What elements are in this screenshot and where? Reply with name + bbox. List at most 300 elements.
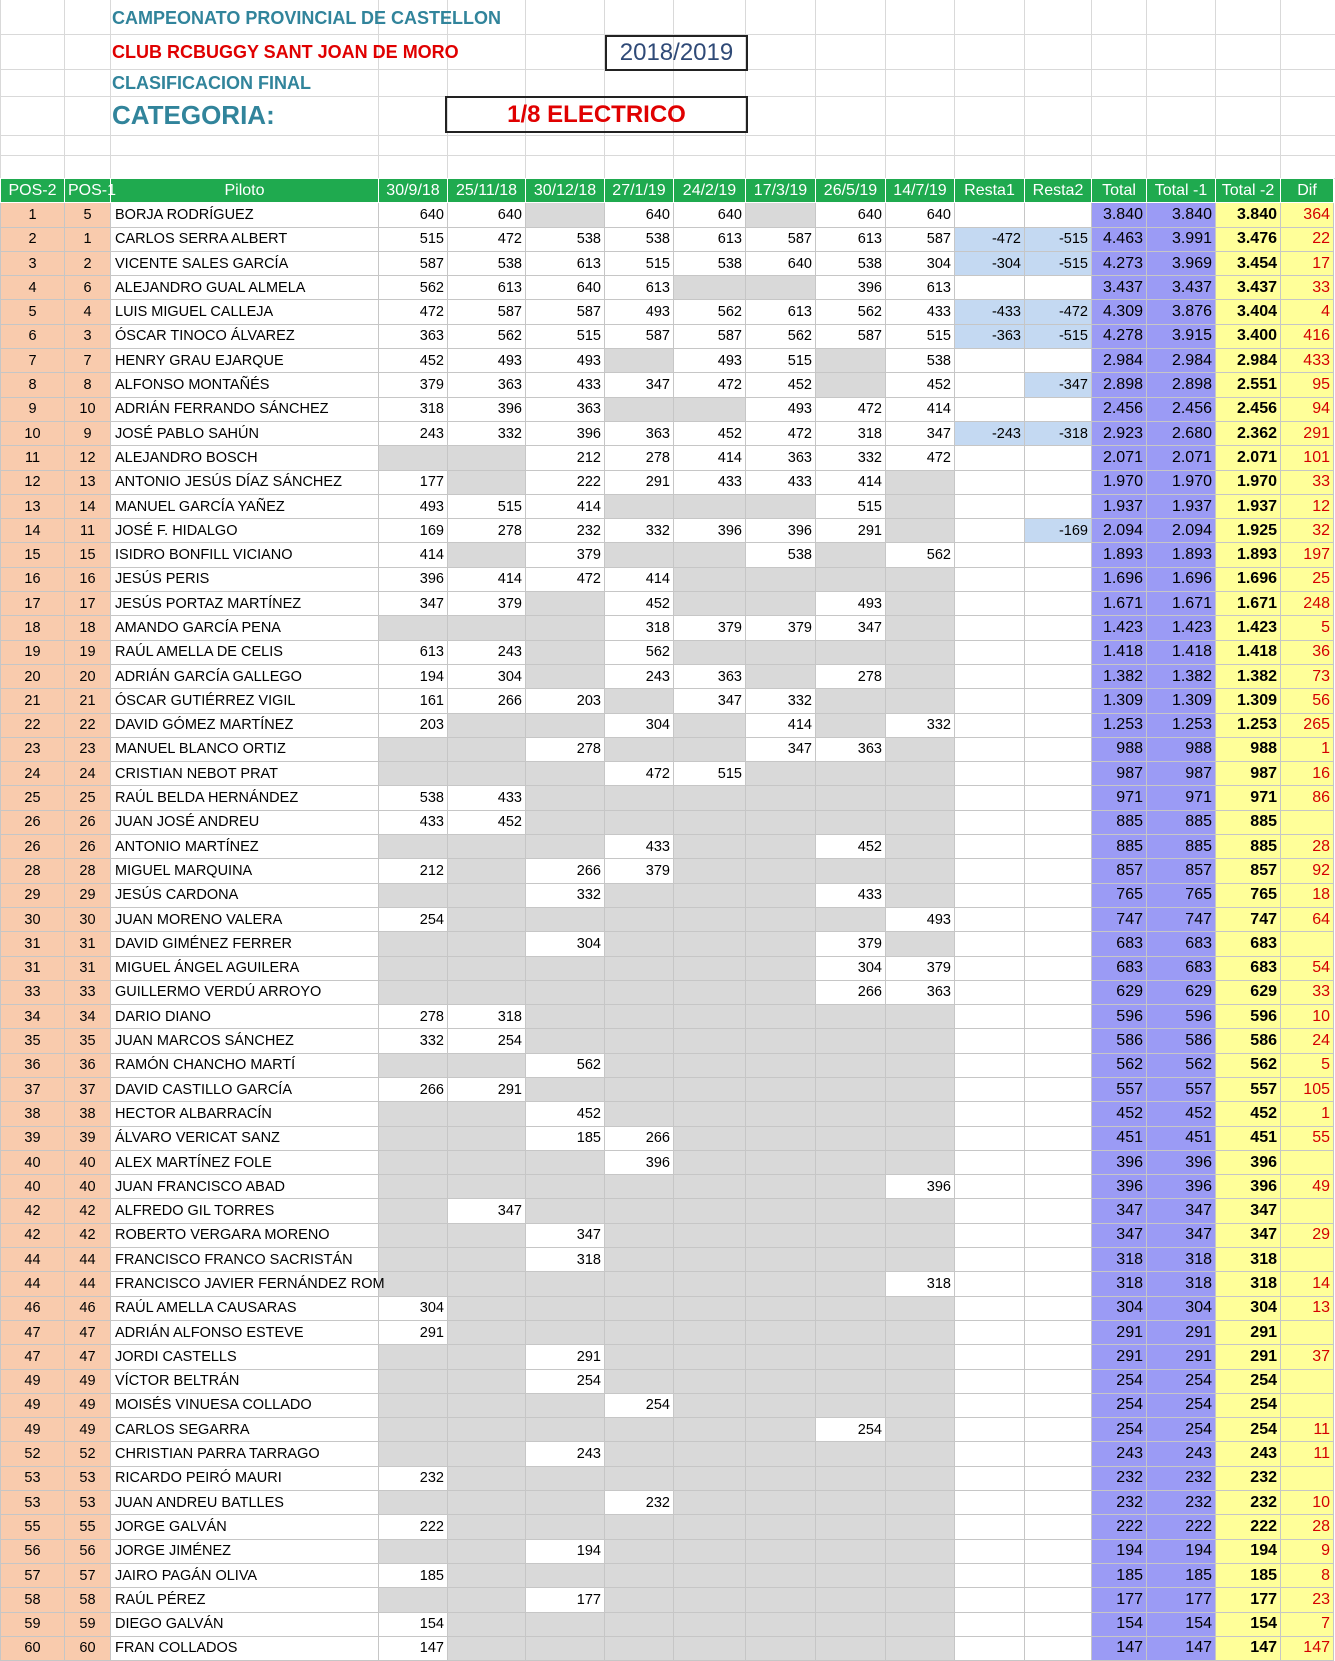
discard-cell[interactable]: [955, 835, 1025, 859]
total-cell[interactable]: 3.840: [1147, 203, 1216, 227]
diff-cell[interactable]: [1281, 1320, 1334, 1344]
race-score-cell[interactable]: 472: [746, 421, 816, 445]
total-2-cell[interactable]: 243: [1216, 1442, 1281, 1466]
diff-cell[interactable]: 1: [1281, 1102, 1334, 1126]
diff-cell[interactable]: 265: [1281, 713, 1334, 737]
pos2-cell[interactable]: 46: [1, 1296, 65, 1320]
pos1-cell[interactable]: 58: [65, 1588, 111, 1612]
race-score-cell[interactable]: 169: [379, 519, 448, 543]
discard-cell[interactable]: -169: [1025, 519, 1092, 543]
discard-cell[interactable]: [955, 1053, 1025, 1077]
pilot-name-cell[interactable]: LUIS MIGUEL CALLEJA: [111, 300, 379, 324]
diff-cell[interactable]: 11: [1281, 1418, 1334, 1442]
total-cell[interactable]: 2.071: [1147, 446, 1216, 470]
pilot-name-cell[interactable]: MANUEL BLANCO ORTIZ: [111, 737, 379, 761]
pilot-name-cell[interactable]: ÁLVARO VERICAT SANZ: [111, 1126, 379, 1150]
race-score-cell[interactable]: [746, 1636, 816, 1660]
race-score-cell[interactable]: 396: [746, 519, 816, 543]
discard-cell[interactable]: [955, 883, 1025, 907]
pos1-cell[interactable]: 60: [65, 1636, 111, 1660]
pilot-name-cell[interactable]: RAMÓN CHANCHO MARTÍ: [111, 1053, 379, 1077]
pos1-cell[interactable]: 42: [65, 1223, 111, 1247]
race-score-cell[interactable]: 379: [448, 592, 526, 616]
diff-cell[interactable]: 24: [1281, 1029, 1334, 1053]
race-score-cell[interactable]: [526, 1418, 605, 1442]
race-score-cell[interactable]: 452: [526, 1102, 605, 1126]
total-2-cell[interactable]: 1.696: [1216, 567, 1281, 591]
race-score-cell[interactable]: [448, 762, 526, 786]
race-score-cell[interactable]: 396: [379, 567, 448, 591]
pos1-cell[interactable]: 19: [65, 640, 111, 664]
total-cell[interactable]: 2.923: [1092, 421, 1147, 445]
total-cell[interactable]: 254: [1092, 1369, 1147, 1393]
pos2-cell[interactable]: 38: [1, 1102, 65, 1126]
column-header[interactable]: 26/5/19: [816, 179, 886, 203]
diff-cell[interactable]: 9: [1281, 1539, 1334, 1563]
pos2-cell[interactable]: 49: [1, 1393, 65, 1417]
race-score-cell[interactable]: [448, 1272, 526, 1296]
race-score-cell[interactable]: [746, 1491, 816, 1515]
race-score-cell[interactable]: [886, 1369, 955, 1393]
pos2-cell[interactable]: 10: [1, 421, 65, 445]
race-score-cell[interactable]: [886, 737, 955, 761]
pos2-cell[interactable]: 35: [1, 1029, 65, 1053]
race-score-cell[interactable]: 232: [379, 1466, 448, 1490]
pilot-name-cell[interactable]: CARLOS SEGARRA: [111, 1418, 379, 1442]
total-cell[interactable]: 1.309: [1092, 689, 1147, 713]
total-2-cell[interactable]: 885: [1216, 810, 1281, 834]
pos1-cell[interactable]: 53: [65, 1466, 111, 1490]
discard-cell[interactable]: [955, 956, 1025, 980]
race-score-cell[interactable]: [746, 1199, 816, 1223]
race-score-cell[interactable]: 433: [605, 835, 674, 859]
pilot-name-cell[interactable]: JORGE JIMÉNEZ: [111, 1539, 379, 1563]
total-cell[interactable]: 185: [1147, 1563, 1216, 1587]
race-score-cell[interactable]: 332: [526, 883, 605, 907]
total-cell[interactable]: 1.671: [1092, 592, 1147, 616]
race-score-cell[interactable]: [746, 1612, 816, 1636]
race-score-cell[interactable]: 232: [526, 519, 605, 543]
race-score-cell[interactable]: [674, 1029, 746, 1053]
race-score-cell[interactable]: [746, 883, 816, 907]
race-score-cell[interactable]: 222: [526, 470, 605, 494]
race-score-cell[interactable]: [674, 1393, 746, 1417]
total-2-cell[interactable]: 1.893: [1216, 543, 1281, 567]
total-2-cell[interactable]: 3.454: [1216, 251, 1281, 275]
diff-cell[interactable]: [1281, 1248, 1334, 1272]
total-cell[interactable]: 988: [1092, 737, 1147, 761]
race-score-cell[interactable]: [448, 1442, 526, 1466]
race-score-cell[interactable]: 433: [526, 373, 605, 397]
column-header[interactable]: Total: [1092, 179, 1147, 203]
diff-cell[interactable]: 13: [1281, 1296, 1334, 1320]
race-score-cell[interactable]: 587: [674, 324, 746, 348]
total-2-cell[interactable]: 765: [1216, 883, 1281, 907]
column-header[interactable]: Resta1: [955, 179, 1025, 203]
total-2-cell[interactable]: 747: [1216, 907, 1281, 931]
race-score-cell[interactable]: [746, 1077, 816, 1101]
diff-cell[interactable]: [1281, 810, 1334, 834]
race-score-cell[interactable]: 562: [448, 324, 526, 348]
race-score-cell[interactable]: 562: [379, 276, 448, 300]
race-score-cell[interactable]: 515: [605, 251, 674, 275]
discard-cell[interactable]: [955, 1563, 1025, 1587]
race-score-cell[interactable]: [816, 640, 886, 664]
race-score-cell[interactable]: [746, 592, 816, 616]
discard-cell[interactable]: [1025, 1126, 1092, 1150]
race-score-cell[interactable]: [886, 616, 955, 640]
diff-cell[interactable]: 197: [1281, 543, 1334, 567]
race-score-cell[interactable]: 363: [746, 446, 816, 470]
total-cell[interactable]: 3.991: [1147, 227, 1216, 251]
race-score-cell[interactable]: 379: [746, 616, 816, 640]
race-score-cell[interactable]: [746, 1588, 816, 1612]
pos1-cell[interactable]: 37: [65, 1077, 111, 1101]
race-score-cell[interactable]: [674, 494, 746, 518]
total-cell[interactable]: 857: [1147, 859, 1216, 883]
total-2-cell[interactable]: 1.418: [1216, 640, 1281, 664]
race-score-cell[interactable]: 414: [816, 470, 886, 494]
race-score-cell[interactable]: [746, 1005, 816, 1029]
race-score-cell[interactable]: [886, 859, 955, 883]
race-score-cell[interactable]: [746, 956, 816, 980]
race-score-cell[interactable]: [886, 786, 955, 810]
race-score-cell[interactable]: [886, 1442, 955, 1466]
race-score-cell[interactable]: [605, 1636, 674, 1660]
total-cell[interactable]: 885: [1092, 835, 1147, 859]
discard-cell[interactable]: [1025, 1466, 1092, 1490]
race-score-cell[interactable]: 613: [605, 276, 674, 300]
total-2-cell[interactable]: 452: [1216, 1102, 1281, 1126]
total-cell[interactable]: 1.418: [1147, 640, 1216, 664]
race-score-cell[interactable]: [816, 762, 886, 786]
diff-cell[interactable]: 32: [1281, 519, 1334, 543]
race-score-cell[interactable]: 515: [448, 494, 526, 518]
race-score-cell[interactable]: 640: [605, 203, 674, 227]
race-score-cell[interactable]: [605, 1612, 674, 1636]
race-score-cell[interactable]: [605, 1369, 674, 1393]
total-cell[interactable]: 857: [1092, 859, 1147, 883]
race-score-cell[interactable]: [886, 519, 955, 543]
total-cell[interactable]: 2.984: [1147, 349, 1216, 373]
race-score-cell[interactable]: [526, 1320, 605, 1344]
discard-cell[interactable]: [955, 664, 1025, 688]
total-cell[interactable]: 596: [1092, 1005, 1147, 1029]
race-score-cell[interactable]: 515: [526, 324, 605, 348]
pos1-cell[interactable]: 47: [65, 1320, 111, 1344]
race-score-cell[interactable]: [448, 859, 526, 883]
race-score-cell[interactable]: 472: [448, 227, 526, 251]
race-score-cell[interactable]: [746, 1053, 816, 1077]
discard-cell[interactable]: [1025, 494, 1092, 518]
pos1-cell[interactable]: 31: [65, 932, 111, 956]
total-2-cell[interactable]: 1.970: [1216, 470, 1281, 494]
discard-cell[interactable]: [1025, 1369, 1092, 1393]
total-cell[interactable]: 451: [1147, 1126, 1216, 1150]
total-cell[interactable]: 177: [1092, 1588, 1147, 1612]
pos1-cell[interactable]: 44: [65, 1272, 111, 1296]
total-2-cell[interactable]: 562: [1216, 1053, 1281, 1077]
race-score-cell[interactable]: 613: [746, 300, 816, 324]
race-score-cell[interactable]: [816, 1491, 886, 1515]
race-score-cell[interactable]: [605, 1223, 674, 1247]
pos1-cell[interactable]: 26: [65, 835, 111, 859]
race-score-cell[interactable]: [746, 640, 816, 664]
total-cell[interactable]: 2.456: [1147, 397, 1216, 421]
discard-cell[interactable]: [955, 1005, 1025, 1029]
race-score-cell[interactable]: 515: [746, 349, 816, 373]
race-score-cell[interactable]: [886, 1150, 955, 1174]
pos2-cell[interactable]: 19: [1, 640, 65, 664]
pos2-cell[interactable]: 56: [1, 1539, 65, 1563]
discard-cell[interactable]: [1025, 1296, 1092, 1320]
total-2-cell[interactable]: 3.840: [1216, 203, 1281, 227]
discard-cell[interactable]: [1025, 883, 1092, 907]
race-score-cell[interactable]: 332: [379, 1029, 448, 1053]
race-score-cell[interactable]: [379, 616, 448, 640]
total-cell[interactable]: 988: [1147, 737, 1216, 761]
race-score-cell[interactable]: [674, 1539, 746, 1563]
race-score-cell[interactable]: 414: [886, 397, 955, 421]
race-score-cell[interactable]: [605, 1442, 674, 1466]
discard-cell[interactable]: [955, 640, 1025, 664]
race-score-cell[interactable]: [674, 1005, 746, 1029]
pos1-cell[interactable]: 5: [65, 203, 111, 227]
pos1-cell[interactable]: 55: [65, 1515, 111, 1539]
race-score-cell[interactable]: [605, 1515, 674, 1539]
race-score-cell[interactable]: 640: [448, 203, 526, 227]
race-score-cell[interactable]: [605, 1175, 674, 1199]
discard-cell[interactable]: [1025, 713, 1092, 737]
total-cell[interactable]: 683: [1147, 956, 1216, 980]
pilot-name-cell[interactable]: RAÚL BELDA HERNÁNDEZ: [111, 786, 379, 810]
race-score-cell[interactable]: 562: [605, 640, 674, 664]
pos2-cell[interactable]: 25: [1, 786, 65, 810]
pilot-name-cell[interactable]: DARIO DIANO: [111, 1005, 379, 1029]
race-score-cell[interactable]: [816, 1612, 886, 1636]
race-score-cell[interactable]: [605, 1563, 674, 1587]
discard-cell[interactable]: [955, 494, 1025, 518]
total-cell[interactable]: 3.437: [1147, 276, 1216, 300]
race-score-cell[interactable]: [605, 1466, 674, 1490]
pilot-name-cell[interactable]: VICENTE SALES GARCÍA: [111, 251, 379, 275]
diff-cell[interactable]: [1281, 1199, 1334, 1223]
race-score-cell[interactable]: [526, 1393, 605, 1417]
total-cell[interactable]: 147: [1147, 1636, 1216, 1660]
pilot-name-cell[interactable]: ALEJANDRO GUAL ALMELA: [111, 276, 379, 300]
total-cell[interactable]: 194: [1147, 1539, 1216, 1563]
race-score-cell[interactable]: 472: [379, 300, 448, 324]
race-score-cell[interactable]: [674, 1491, 746, 1515]
race-score-cell[interactable]: 304: [816, 956, 886, 980]
race-score-cell[interactable]: 304: [605, 713, 674, 737]
race-score-cell[interactable]: 147: [379, 1636, 448, 1660]
race-score-cell[interactable]: [674, 1369, 746, 1393]
total-cell[interactable]: 396: [1092, 1150, 1147, 1174]
race-score-cell[interactable]: [674, 1077, 746, 1101]
race-score-cell[interactable]: [746, 1029, 816, 1053]
race-score-cell[interactable]: 379: [674, 616, 746, 640]
column-header[interactable]: 25/11/18: [448, 179, 526, 203]
race-score-cell[interactable]: 562: [746, 324, 816, 348]
race-score-cell[interactable]: [886, 1588, 955, 1612]
race-score-cell[interactable]: 278: [605, 446, 674, 470]
race-score-cell[interactable]: [746, 276, 816, 300]
race-score-cell[interactable]: [746, 494, 816, 518]
race-score-cell[interactable]: 291: [816, 519, 886, 543]
discard-cell[interactable]: [1025, 446, 1092, 470]
column-header[interactable]: Resta2: [1025, 179, 1092, 203]
race-score-cell[interactable]: [526, 1491, 605, 1515]
race-score-cell[interactable]: [886, 1393, 955, 1417]
pos2-cell[interactable]: 20: [1, 664, 65, 688]
column-header[interactable]: POS-1: [65, 179, 111, 203]
diff-cell[interactable]: 23: [1281, 1588, 1334, 1612]
discard-cell[interactable]: [955, 1442, 1025, 1466]
race-score-cell[interactable]: [816, 1272, 886, 1296]
race-score-cell[interactable]: 452: [746, 373, 816, 397]
pos2-cell[interactable]: 36: [1, 1053, 65, 1077]
total-2-cell[interactable]: 683: [1216, 956, 1281, 980]
race-score-cell[interactable]: 640: [746, 251, 816, 275]
race-score-cell[interactable]: [605, 1005, 674, 1029]
diff-cell[interactable]: 11: [1281, 1442, 1334, 1466]
discard-cell[interactable]: [955, 1102, 1025, 1126]
total-cell[interactable]: 452: [1147, 1102, 1216, 1126]
total-cell[interactable]: 596: [1147, 1005, 1216, 1029]
race-score-cell[interactable]: [816, 1563, 886, 1587]
pos1-cell[interactable]: 26: [65, 810, 111, 834]
total-2-cell[interactable]: 2.551: [1216, 373, 1281, 397]
race-score-cell[interactable]: [674, 397, 746, 421]
pos2-cell[interactable]: 33: [1, 980, 65, 1004]
race-score-cell[interactable]: [526, 907, 605, 931]
race-score-cell[interactable]: [674, 567, 746, 591]
race-score-cell[interactable]: 318: [886, 1272, 955, 1296]
race-score-cell[interactable]: 194: [526, 1539, 605, 1563]
diff-cell[interactable]: 22: [1281, 227, 1334, 251]
pos1-cell[interactable]: 8: [65, 373, 111, 397]
total-2-cell[interactable]: 232: [1216, 1466, 1281, 1490]
race-score-cell[interactable]: [746, 1102, 816, 1126]
race-score-cell[interactable]: [605, 932, 674, 956]
diff-cell[interactable]: 33: [1281, 276, 1334, 300]
race-score-cell[interactable]: [886, 1491, 955, 1515]
pos2-cell[interactable]: 13: [1, 494, 65, 518]
total-cell[interactable]: 1.423: [1092, 616, 1147, 640]
race-score-cell[interactable]: [379, 1199, 448, 1223]
total-cell[interactable]: 1.970: [1092, 470, 1147, 494]
discard-cell[interactable]: [955, 470, 1025, 494]
discard-cell[interactable]: [1025, 1491, 1092, 1515]
discard-cell[interactable]: [1025, 762, 1092, 786]
pos1-cell[interactable]: 33: [65, 980, 111, 1004]
total-2-cell[interactable]: 254: [1216, 1369, 1281, 1393]
race-score-cell[interactable]: [746, 1515, 816, 1539]
race-score-cell[interactable]: [526, 1029, 605, 1053]
pos1-cell[interactable]: 31: [65, 956, 111, 980]
race-score-cell[interactable]: 640: [886, 203, 955, 227]
total-2-cell[interactable]: 2.456: [1216, 397, 1281, 421]
total-cell[interactable]: 291: [1147, 1320, 1216, 1344]
pos2-cell[interactable]: 24: [1, 762, 65, 786]
total-cell[interactable]: 885: [1147, 835, 1216, 859]
discard-cell[interactable]: [1025, 1102, 1092, 1126]
race-score-cell[interactable]: 278: [816, 664, 886, 688]
race-score-cell[interactable]: [526, 1175, 605, 1199]
race-score-cell[interactable]: 452: [605, 592, 674, 616]
discard-cell[interactable]: [1025, 1272, 1092, 1296]
race-score-cell[interactable]: 493: [605, 300, 674, 324]
race-score-cell[interactable]: [526, 1296, 605, 1320]
total-cell[interactable]: 1.893: [1092, 543, 1147, 567]
race-score-cell[interactable]: 318: [816, 421, 886, 445]
total-cell[interactable]: 304: [1147, 1296, 1216, 1320]
race-score-cell[interactable]: 472: [886, 446, 955, 470]
pilot-name-cell[interactable]: JESÚS PERIS: [111, 567, 379, 591]
total-cell[interactable]: 347: [1092, 1223, 1147, 1247]
race-score-cell[interactable]: 396: [526, 421, 605, 445]
race-score-cell[interactable]: [886, 1199, 955, 1223]
race-score-cell[interactable]: 613: [886, 276, 955, 300]
race-score-cell[interactable]: 396: [674, 519, 746, 543]
race-score-cell[interactable]: [605, 1345, 674, 1369]
discard-cell[interactable]: [1025, 1539, 1092, 1563]
discard-cell[interactable]: [1025, 1150, 1092, 1174]
race-score-cell[interactable]: [816, 810, 886, 834]
pos1-cell[interactable]: 13: [65, 470, 111, 494]
total-cell[interactable]: 254: [1147, 1369, 1216, 1393]
race-score-cell[interactable]: [448, 1466, 526, 1490]
race-score-cell[interactable]: [746, 907, 816, 931]
total-2-cell[interactable]: 3.476: [1216, 227, 1281, 251]
pilot-name-cell[interactable]: FRANCISCO FRANCO SACRISTÁN: [111, 1248, 379, 1272]
race-score-cell[interactable]: [746, 1539, 816, 1563]
race-score-cell[interactable]: [746, 1150, 816, 1174]
pos2-cell[interactable]: 15: [1, 543, 65, 567]
race-score-cell[interactable]: [816, 567, 886, 591]
pos2-cell[interactable]: 31: [1, 932, 65, 956]
total-2-cell[interactable]: 3.437: [1216, 276, 1281, 300]
pilot-name-cell[interactable]: MIGUEL ÁNGEL AGUILERA: [111, 956, 379, 980]
race-score-cell[interactable]: [674, 932, 746, 956]
total-cell[interactable]: 232: [1092, 1491, 1147, 1515]
race-score-cell[interactable]: 154: [379, 1612, 448, 1636]
race-score-cell[interactable]: [816, 1369, 886, 1393]
race-score-cell[interactable]: [816, 1248, 886, 1272]
diff-cell[interactable]: 4: [1281, 300, 1334, 324]
diff-cell[interactable]: 12: [1281, 494, 1334, 518]
race-score-cell[interactable]: 414: [526, 494, 605, 518]
pilot-name-cell[interactable]: JORDI CASTELLS: [111, 1345, 379, 1369]
race-score-cell[interactable]: 379: [379, 373, 448, 397]
discard-cell[interactable]: -318: [1025, 421, 1092, 445]
pilot-name-cell[interactable]: MANUEL GARCÍA YAÑEZ: [111, 494, 379, 518]
discard-cell[interactable]: [1025, 1053, 1092, 1077]
race-score-cell[interactable]: [746, 1418, 816, 1442]
total-2-cell[interactable]: 2.071: [1216, 446, 1281, 470]
race-score-cell[interactable]: [886, 1466, 955, 1490]
total-cell[interactable]: 452: [1092, 1102, 1147, 1126]
diff-cell[interactable]: [1281, 932, 1334, 956]
race-score-cell[interactable]: 332: [448, 421, 526, 445]
race-score-cell[interactable]: [886, 567, 955, 591]
discard-cell[interactable]: -515: [1025, 251, 1092, 275]
race-score-cell[interactable]: [379, 1126, 448, 1150]
race-score-cell[interactable]: [674, 737, 746, 761]
discard-cell[interactable]: [1025, 956, 1092, 980]
pos1-cell[interactable]: 1: [65, 227, 111, 251]
